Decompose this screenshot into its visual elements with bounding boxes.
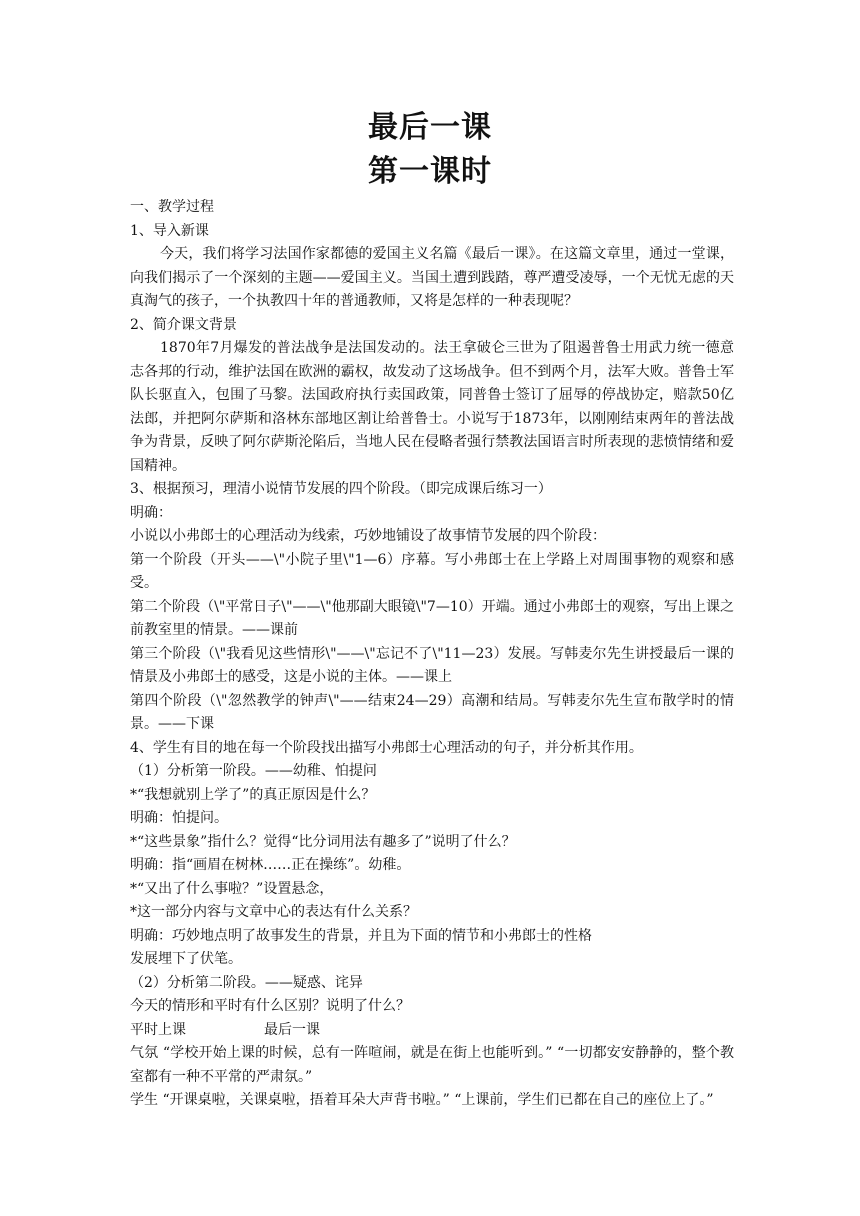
stage-3: 第三个阶段（\"我看见这些情形\"——\"忘记不了\"11—23）发展。写韩麦尔先生讲授最后一课的情景及小弗郎士的感受，这是小说的主体。——课上 [130,645,734,685]
analysis-heading-2: （2）分析第二阶段。——疑惑、诧异 [130,974,363,991]
question-5: 今天的情形和平时有什么区别？说明了什么？ [130,998,410,1014]
question-4: *这一部分内容与文章中心的表达有什么关系？ [130,904,417,920]
answer-3: 明确：巧妙地点明了故事发生的背景，并且为下面的情节和小弗郎士的性格 [130,927,592,944]
document-body [130,196,734,1113]
column-last-class: 最后一课 [264,1021,320,1038]
paragraph-background: 1870年7月爆发的普法战争是法国发动的。法王拿破仑三世为了阻遏普鲁士用武力统一德意志各邦的行动，维护法国在欧洲的霸权，故发动了这场战争。但不到两个月，法军大败。普鲁士军队长驱直入，包围了马黎。法国政府执行卖国政策，同普鲁士签订了屈辱的停战协定，赔款50亿法郎，并把阿尔萨斯和洛林东部地区割让给普鲁士。小说写于1873年，以刚刚结束两年的普法战争为背景，反映了阿尔萨斯沦陷后，当地人民在侵略者强行禁教法国语言时所表现的悲愤情绪和爱国精神。 [130,340,734,474]
document-title: 最后一课 [368,110,492,145]
answer-3-continued: 发展埋下了伏笔。 [130,951,242,967]
stage-1: 第一个阶段（开头——\"小院子里\"1—6）序幕。写小弗郎士在上学路上对周围事物的观察和感受。 [130,551,734,591]
comparison-header [130,1019,734,1043]
stage-2: 第二个阶段（\"平常日子\"——\"他那副大眼镜\"7—10）开端。通过小弗郎士的观察，写出上课之前教室里的情景。——课前 [130,598,734,638]
comparison-row-students: 学生 “开课桌啦，关课桌啦，捂着耳朵大声背书啦。” “上课前，学生们已都在自己的座位上了。” [130,1092,714,1108]
question-1: *“我想就别上学了”的真正原因是什么？ [130,786,376,803]
question-2: *“这些景象”指什么？觉得“比分词用法有趣多了”说明了什么？ [130,833,516,850]
stage-4: 第四个阶段（\"忽然教学的钟声\"——结束24—29）高潮和结局。写韩麦尔先生宣布散学时的情景。——下课 [130,692,734,732]
answer-1: 明确：怕提问。 [130,810,228,826]
section-heading: 一、教学过程 [130,199,214,215]
subsection-heading: 1、导入新课 [130,222,209,239]
subsection-heading: 3、根据预习，理清小说情节发展的四个阶段。（即完成课后练习一） [130,481,552,497]
question-3: *“又出了什么事啦？”设置悬念， [130,880,334,897]
document-subtitle: 第一课时 [368,154,492,189]
answer-2: 明确：指“画眉在树林……正在操练”。幼稚。 [130,857,411,873]
column-normal-class: 平时上课 [130,1021,186,1038]
paragraph-intro: 今天，我们将学习法国作家都德的爱国主义名篇《最后一课》。在这篇文章里，通过一堂课，向我们揭示了一个深刻的主题——爱国主义。当国土遭到践踏，尊严遭受凌辱，一个无忧无虑的天真淘气的孩子，一个执教四十年的普通教师，又将是怎样的一种表现呢？ [130,246,734,309]
subsection-heading: 2、简介课文背景 [130,316,237,333]
subsection-heading: 4、学生有目的地在每一个阶段找出描写小弗郎士心理活动的句子，并分析其作用。 [130,739,643,756]
analysis-heading-1: （1）分析第一阶段。——幼稚、怕提问 [130,763,377,779]
label-mingque: 明确： [130,504,172,521]
comparison-row-atmosphere: 气氛 “学校开始上课的时候，总有一阵喧闹，就是在街上也能听到。” “一切都安安静静的，整个教室都有一种不平常的严肃氛。” [130,1045,734,1085]
paragraph-clue: 小说以小弗郎士的心理活动为线索，巧妙地铺设了故事情节发展的四个阶段： [130,528,606,544]
